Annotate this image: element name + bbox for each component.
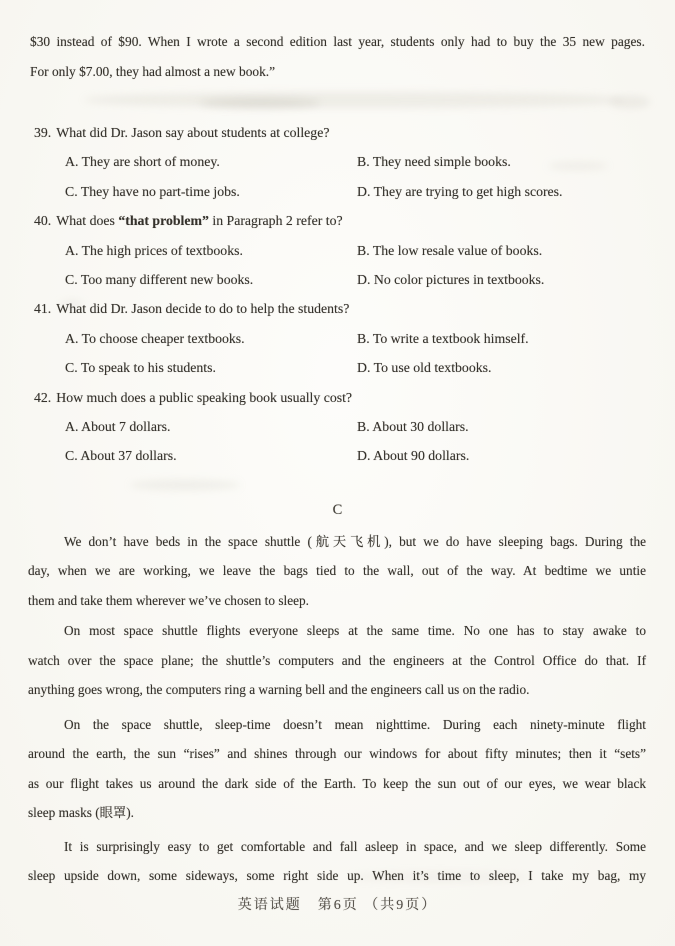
option-42-b: B. About 30 dollars. xyxy=(357,418,469,434)
question-number: 41. xyxy=(34,301,52,317)
passage-line: sleep masks (眼罩). xyxy=(28,805,134,821)
option-42-c: C. About 37 dollars. xyxy=(65,448,177,464)
page-footer: 英语试题 第6页 （共9页） xyxy=(237,898,438,913)
options-row xyxy=(34,412,641,441)
intro-paragraph xyxy=(0,0,675,87)
intro-line: $30 instead of $90. When I wrote a second edition last year, students only had to buy the 35 new pages. xyxy=(30,34,645,49)
passage-line: anything goes wrong, the computers ring a warning bell and the engineers call us on the radio. xyxy=(28,682,530,698)
question-42 xyxy=(34,383,641,471)
passage-line: On most space shuttle flights everyone sleeps at the same time. No one has to stay awake to xyxy=(64,623,646,639)
option-40-a: A. The high prices of textbooks. xyxy=(65,242,243,258)
intro-line: For only $7.00, they had almost a new book.” xyxy=(30,64,276,79)
option-42-a: A. About 7 dollars. xyxy=(65,418,171,434)
question-40-text xyxy=(34,206,641,235)
passage-line: watch over the space plane; the shuttle’s computers and the engineers at the Control Office do that. If xyxy=(28,652,646,668)
scan-smudge xyxy=(130,480,240,490)
option-41-b: B. To write a textbook himself. xyxy=(357,330,529,346)
scan-smudge xyxy=(200,98,320,108)
question-39-text xyxy=(34,118,641,147)
passage-paragraph-4 xyxy=(28,832,646,891)
option-39-b: B. They need simple books. xyxy=(357,154,511,170)
question-39 xyxy=(34,118,641,206)
question-number: 40. xyxy=(34,213,52,229)
option-42-d: D. About 90 dollars. xyxy=(357,448,470,464)
option-40-b: B. The low resale value of books. xyxy=(357,242,543,258)
question-42-text xyxy=(34,383,641,412)
questions-section xyxy=(34,118,641,471)
passage-line: We don’t have beds in the space shuttle (航天飞机), but we do have sleeping bags. During the xyxy=(64,533,646,549)
question-number: 39. xyxy=(34,125,52,140)
passage-paragraph-1 xyxy=(28,527,646,616)
question-bold-phrase: “that problem” xyxy=(118,213,209,229)
question-text: What did Dr. Jason decide to do to help the students? xyxy=(56,301,350,317)
options-row xyxy=(34,177,641,206)
question-number: 42. xyxy=(34,389,52,405)
section-c-heading: C xyxy=(332,501,343,518)
scan-smudge xyxy=(610,96,650,108)
question-text: How much does a public speaking book usually cost? xyxy=(56,389,353,405)
passage-line: around the earth, the sun “rises” and shines through our windows for about fifty minutes; then it “sets” xyxy=(28,746,646,762)
passage-line: as our flight takes us around the dark side of the Earth. To keep the sun out of our eyes, we wear black xyxy=(28,775,646,791)
options-row xyxy=(34,353,641,382)
options-row xyxy=(34,441,641,470)
question-41-text xyxy=(34,294,641,323)
passage-line: sleep upside down, some sideways, some right side up. When it’s time to sleep, I take my bag, my xyxy=(28,868,646,884)
question-40 xyxy=(34,206,641,294)
scan-smudge xyxy=(84,92,624,108)
option-39-c: C. They have no part-time jobs. xyxy=(65,183,240,199)
options-row xyxy=(34,236,641,265)
option-39-d: D. They are trying to get high scores. xyxy=(357,183,563,199)
option-41-c: C. To speak to his students. xyxy=(65,360,216,376)
option-41-d: D. To use old textbooks. xyxy=(357,360,492,376)
options-row xyxy=(34,265,641,294)
passage-line: day, when we are working, we leave the bags tied to the wall, out of the way. At bedtime we untie xyxy=(28,563,646,579)
options-row xyxy=(34,324,641,353)
passage-paragraph-3 xyxy=(28,710,646,828)
option-40-d: D. No color pictures in textbooks. xyxy=(357,271,545,287)
reading-passage xyxy=(28,527,646,891)
option-39-a: A. They are short of money. xyxy=(65,154,220,170)
question-41 xyxy=(34,294,641,382)
options-row xyxy=(34,147,641,176)
passage-line: On the space shuttle, sleep-time doesn’t mean nighttime. During each ninety-minute flight xyxy=(64,716,646,732)
passage-line: them and take them wherever we’ve chosen to sleep. xyxy=(28,592,309,608)
question-text: What did Dr. Jason say about students at college? xyxy=(56,125,330,140)
passage-line: It is surprisingly easy to get comfortable and fall asleep in space, and we sleep differently. Some xyxy=(64,838,646,854)
passage-paragraph-2 xyxy=(28,616,646,705)
question-text: What does xyxy=(56,213,119,229)
question-text: in Paragraph 2 refer to? xyxy=(208,213,343,229)
option-40-c: C. Too many different new books. xyxy=(65,271,254,287)
option-41-a: A. To choose cheaper textbooks. xyxy=(65,330,245,346)
